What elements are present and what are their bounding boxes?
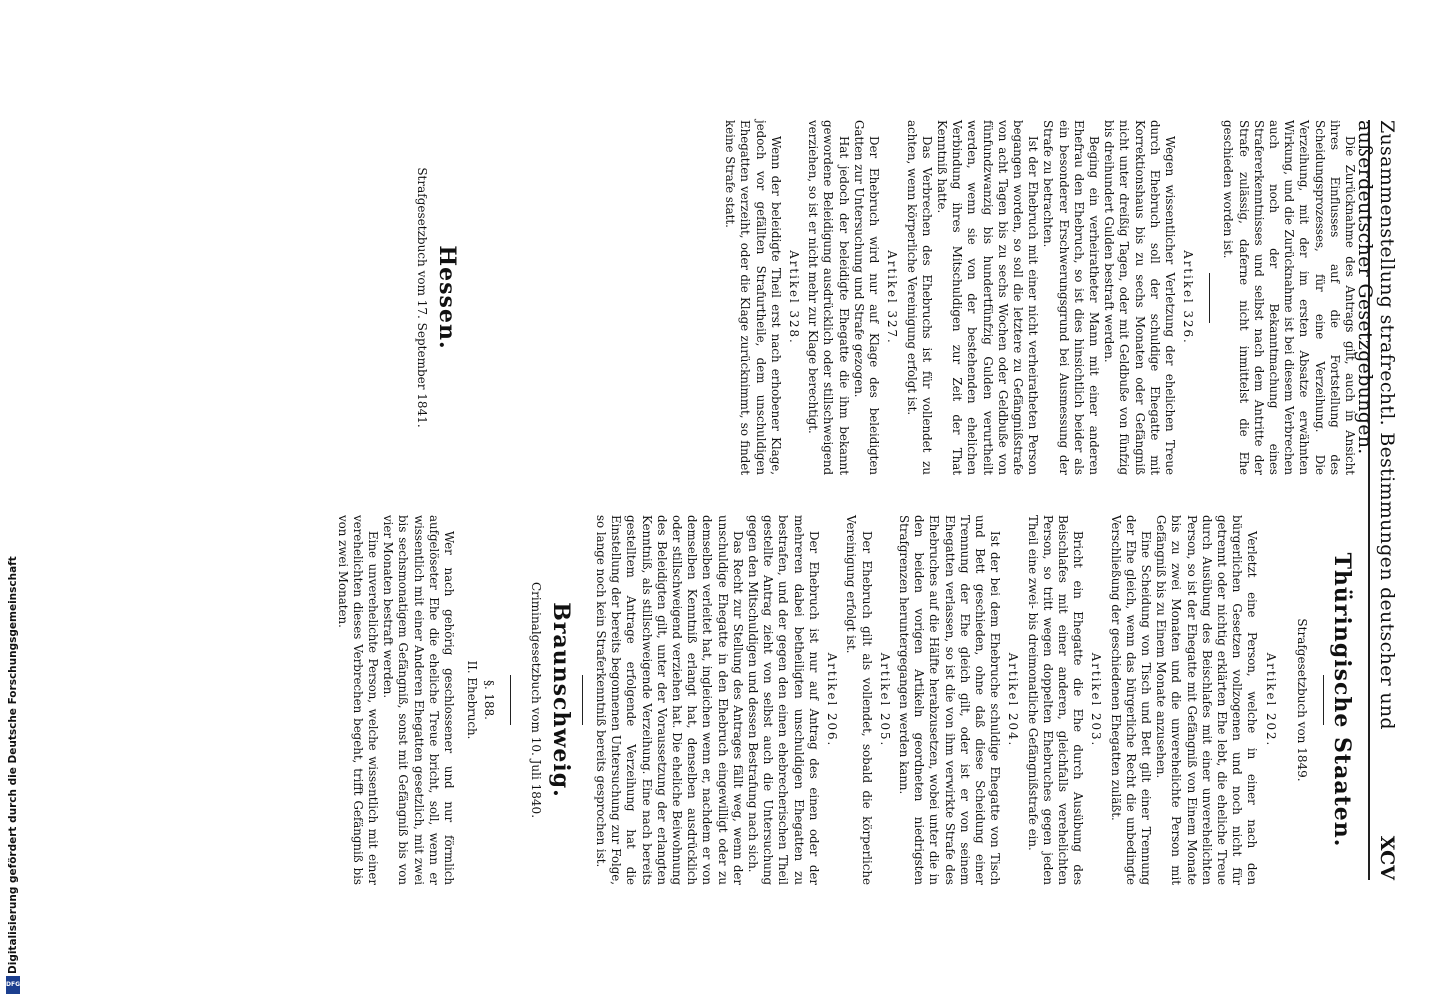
right-column (20, 515, 1357, 885)
state-heading-braunschweig: Braunschweig. (547, 602, 574, 798)
paragraph: Der Ehebruch gilt als vollendet, sobald die körperliche Vereinigung erfolgt ist. (844, 515, 874, 885)
paragraph: Beging ein verheiratheter Mann mit einer anderen Ehefrau den Ehebruch, so ist dies hinsichtlich beider als ein besonderer Erschwerungsgrund bei Ausmessung der Strafe zu betrachten. (1041, 120, 1101, 475)
article-heading: Artikel 203. (1089, 652, 1104, 748)
section-rule (1323, 675, 1324, 725)
code-citation: Strafgesetzbuch vom 17. September 1841. (414, 167, 429, 428)
article-heading: Artikel 205. (877, 652, 892, 748)
subheading: II. Ehebruch. (465, 660, 480, 740)
paragraph: Eine Scheidung von Tisch und Bett gilt einer Trennung der Ehe gleich, wenn das bürgerliche Recht die unbedingte Verschließung der geschiedenen Ehegatten zuläßt. (1108, 515, 1153, 885)
paragraph: Der Ehebruch ist nur auf Antrag des einen oder der mehreren dabei betheiligten unschuldigen Ehegatten zu bestrafen, und der gegen den einen ehebrecherischen Theil gestellte Antrag zieht von selbst auch die Untersuchung gegen den Mitschuldigen und dessen Bestrafung nach sich. (746, 515, 821, 885)
paragraph: Wer nach gehörig geschlossener und nur förmlich aufgelöseter Ehe die eheliche Treue bricht, soll, wenn er wissentlich mit einer Anderen Ehegatten gesetzlich, mit zwei bis sechsmonatigem Gefängniß, sonst mit Gefängniß bis von vier Monaten bestraft werden. (381, 515, 457, 885)
code-citation: Strafgesetzbuch von 1849. (1294, 618, 1309, 782)
paragraph: Das Recht zur Stellung des Antrages fällt weg, wenn der unschuldige Ehegatte in den Ehebruch eingewilligt oder zu demselben verleitet hat, ingleichen wenn er, nachdem er von demselben Kenntniß erlangt hat, denselben ausdrücklich oder stillschweigend verziehen hat. Die eheliche Beiwohnung des Beleidigten gilt, unter der Voraussetzung der erlangten Kenntniß, als stillschweigende Verzeihung. Eine nach bereits gestelltem Antrage erfolgende Verzeihung hat die Einstellung der bereits begonnenen Untersuchung zur Folge, so lange noch kein Straferkenntniß bereits gesprochen ist. (594, 515, 745, 885)
paragraph: Das Verbrechen des Ehebruchs ist für vollendet zu achten, wenn körperliche Vereinigung erfolgt ist. (904, 120, 934, 475)
article-heading: Artikel 328. (787, 250, 802, 345)
paragraph: Ist der bei dem Ehebruche schuldige Ehegatte von Tisch und Bett geschieden, ohne daß diese Scheidung einer Trennung der Ehe gleich gilt, oder ist er von seinem Ehegatten verlassen, so ist die von ihm verwirkte Strafe des Ehebruches auf die Hälfte herabzusetzen, wobei unter die in den beiden vorigen Artikeln geordneten niedrigsten Strafgrenzen heruntergegangen werden kann. (896, 515, 1003, 885)
column-spacer (462, 120, 722, 475)
article-heading: Artikel 202. (1263, 652, 1278, 748)
paragraph: Ist der Ehebruch mit einer nicht verheiratheten Person begangen worden, so soll die letztere zu Gefängnißstrafe von acht Tagen bis zu sechs Wochen oder Geldbuße von fünfundzwanzig bis hundertfünfzig Gulden verurtheilt werden, wenn sie von der bestehenden ehelichen Verbindung ihres Mitschuldigen zur Zeit der That Kenntniß hatte. (934, 120, 1041, 475)
paragraph: Hat jedoch der beleidigte Ehegatte die ihm bekannt gewordene Beleidigung ausdrücklich oder stillschweigend verziehen, so ist er nicht mehr zur Klage berechtigt. (806, 120, 851, 475)
code-citation: Criminalgesetzbuch vom 10. Juli 1840. (528, 581, 543, 819)
state-heading-hessen: Hessen. (434, 245, 461, 350)
left-column (20, 120, 1357, 475)
state-heading-thueringen: Thüringische Staaten. (1329, 552, 1355, 848)
section-rule (510, 675, 511, 725)
paragraph: Eine unverehelichte Person, welche wissentlich mit einer verehelichten dieses Verbrechen begeht, trifft Gefängniß bis von zwei Monaten. (335, 515, 381, 885)
article-heading: Artikel 327. (885, 250, 900, 345)
paragraph-number: §. 188. (482, 680, 497, 720)
paragraph: Die Zurücknahme des Antrags gilt, auch in Ansicht ihres Einflusses auf die Fortstellung des Scheidungsprozesses, für eine Verzeihung. Die Verzeihung, mit der im ersten Absatze erwähnten Wirkung, und die Zurücknahme ist bei diesem Verbrechen auch noch der Bekanntmachung eines Strafererkenntnisses und selbst nach dem Antritte der Strafe zulässig, daferne nicht inmittelst die Ehe geschieden worden ist. (1221, 120, 1357, 475)
paragraph: Der Ehebruch wird nur auf Klage des beleidigten Gatten zur Untersuchung und Strafe gezogen. (851, 120, 882, 475)
page-number: XCV (1376, 835, 1398, 880)
article-heading: Artikel 204. (1006, 652, 1021, 748)
section-rule (582, 675, 583, 725)
section-rule (1209, 273, 1210, 323)
digitization-credit: Digitalisierung gefördert durch die Deutsche Forschungsgemeinschaft (7, 556, 19, 974)
dfg-logo-icon: DFG (6, 976, 20, 994)
paragraph: Verletzt eine Person, welche in einer nach den bürgerlichen Gesetzen vollzogenen und noch nicht für getrennt oder nichtig erklärten Ehe lebt, die eheliche Treue durch Ausübung des Beischlafes mit einer unverehelichten Person, so ist der Ehegatte mit Gefängniß von Einem Monate bis zu zwei Monaten und die unverehelichte Person mit Gefängniß bis zu Einem Monate anzusehen. (1154, 515, 1260, 885)
article-heading: Artikel 206. (825, 652, 840, 748)
paragraph: Wegen wissentlicher Verletzung der ehelichen Treue durch Ehebruch soll der schuldige Ehegatte mit Korrektionshaus bis zu sechs Monaten oder Gefängniß nicht unter dreißig Tagen, oder mit Geldbuße von fünfzig bis dreihundert Gulden bestraft werden. (1102, 120, 1177, 475)
digitization-credit-strip (0, 0, 26, 1000)
paragraph: Bricht ein Ehegatte die Ehe durch Ausübung des Beischlafes mit einer anderen, gleichfalls verehelichten Person, so tritt wegen doppelten Ehebruches gegen jeden Theil eine zwei- bis dreimonatliche Gefängnißstrafe ein. (1025, 515, 1086, 885)
page-header (1354, 120, 1400, 880)
running-title: Zusammenstellung strafrechtl. Bestimmungen deutscher und außerdeutscher Gesetzgebungen. (1354, 120, 1398, 730)
paragraph: Wenn der beleidigte Theil erst nach erhobener Klage, jedoch vor gefällten Strafurtheile, dem unschuldigen Ehegatten verzeiht, oder die Klage zurücknimmt, so findet keine Strafe statt. (723, 120, 783, 475)
article-heading: Artikel 326. (1181, 250, 1196, 345)
